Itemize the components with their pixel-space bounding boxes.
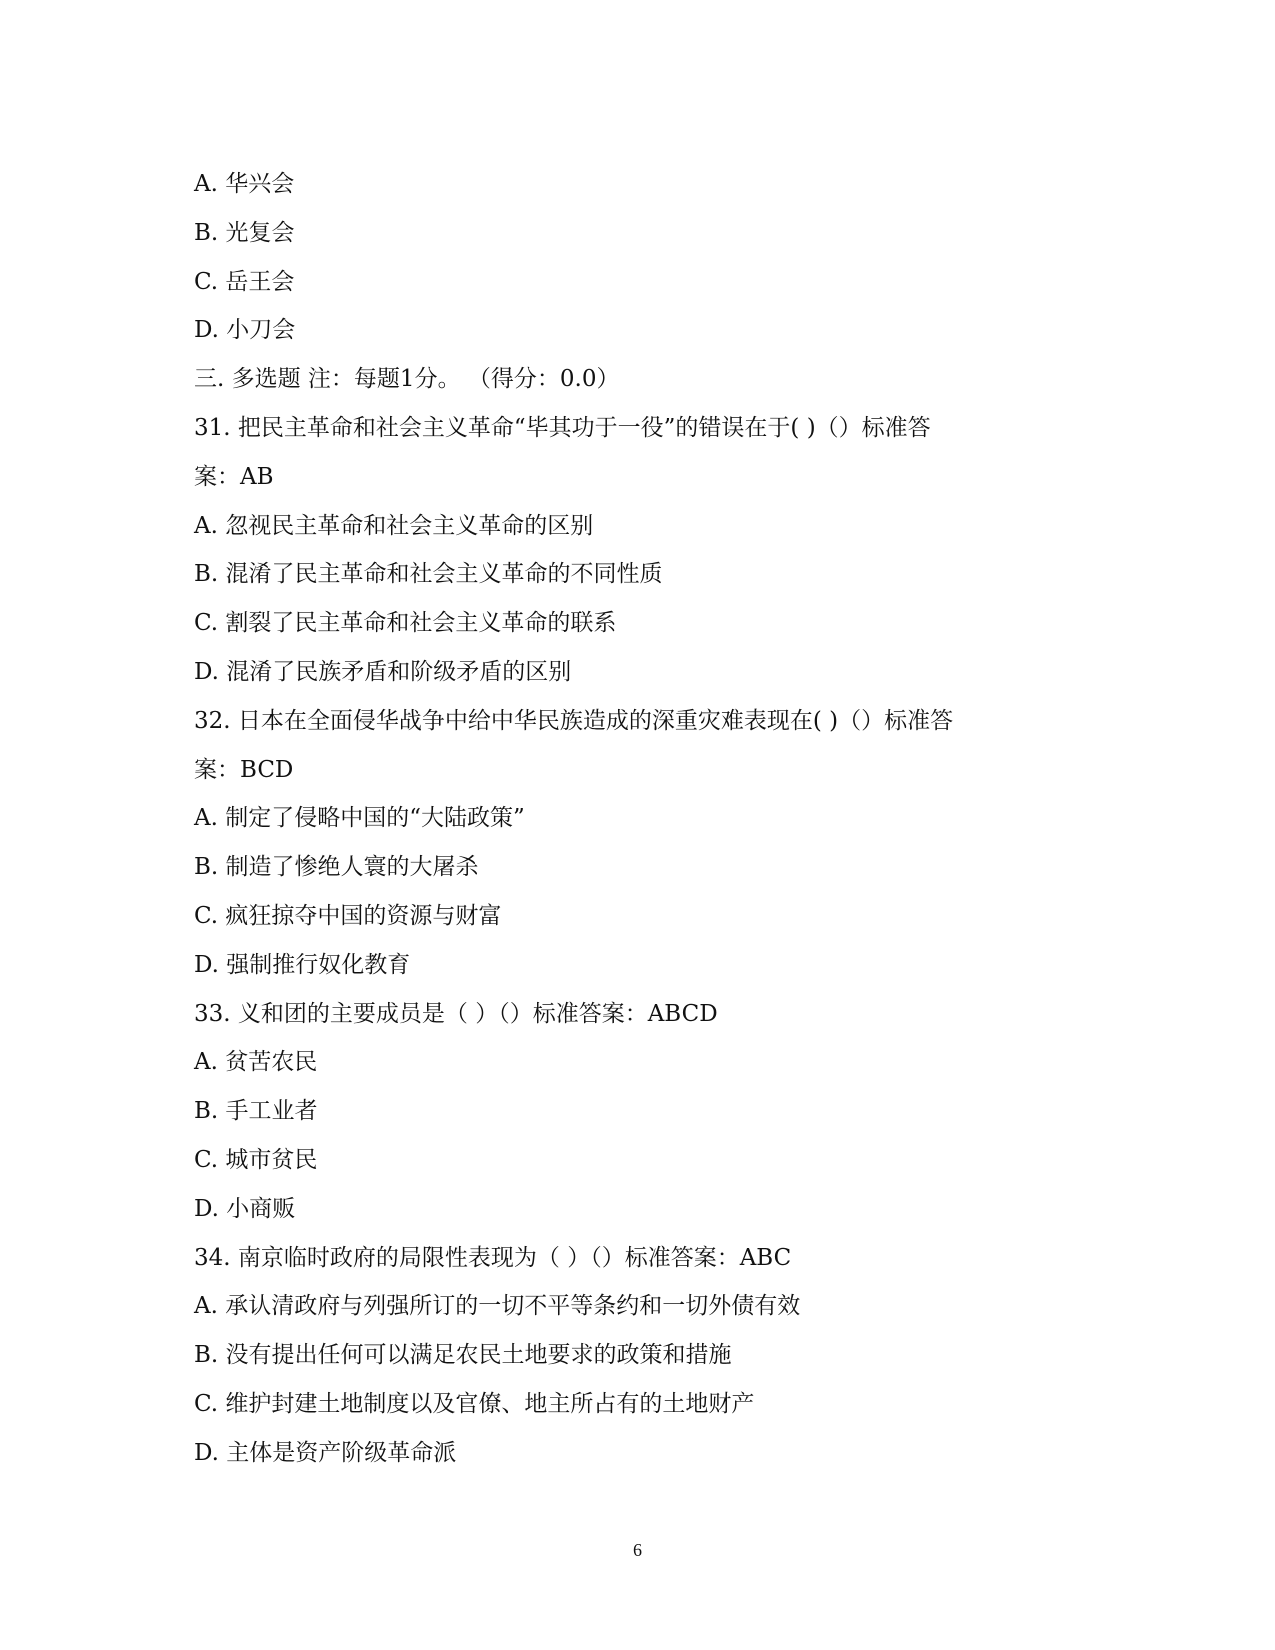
page-number: 6 <box>633 1540 642 1560</box>
q33-option-c: C. 城市贫民 <box>194 1146 318 1173</box>
q32-option-a: A. 制定了侵略中国的“大陆政策” <box>194 805 525 832</box>
q33-option-a: A. 贫苦农民 <box>194 1049 318 1076</box>
question-33: 33. 义和团的主要成员是（ ）（）标准答案：ABCD <box>194 1000 718 1027</box>
q31-option-b: B. 混淆了民主革命和社会主义革命的不同性质 <box>194 561 663 588</box>
document-body <box>194 160 1074 1478</box>
question-31: 31. 把民主革命和社会主义革命“毕其功于一役”的错误在于( )（）标准答 <box>194 414 931 441</box>
q34-option-c: C. 维护封建土地制度以及官僚、地主所占有的土地财产 <box>194 1390 755 1417</box>
question-32: 32. 日本在全面侵华战争中给中华民族造成的深重灾难表现在( )（）标准答 <box>194 707 954 734</box>
q32-option-b: B. 制造了惨绝人寰的大屠杀 <box>194 854 479 881</box>
q34-option-b: B. 没有提出任何可以满足农民土地要求的政策和措施 <box>194 1342 732 1369</box>
question-32-answer: 案：BCD <box>194 756 294 783</box>
question-31-answer: 案：AB <box>194 463 274 490</box>
option-d-xiaodaohui: D. 小刀会 <box>194 317 296 344</box>
section-heading-multiple-choice: 三. 多选题 注：每题1分。 （得分：0.0） <box>194 366 620 393</box>
question-34: 34. 南京临时政府的局限性表现为（ ）（）标准答案：ABC <box>194 1244 792 1271</box>
q34-option-d: D. 主体是资产阶级革命派 <box>194 1439 457 1466</box>
option-c-yuewanghui: C. 岳王会 <box>194 268 295 295</box>
q31-option-d: D. 混淆了民族矛盾和阶级矛盾的区别 <box>194 658 572 685</box>
q33-option-d: D. 小商贩 <box>194 1195 296 1222</box>
q34-option-a: A. 承认清政府与列强所订的一切不平等条约和一切外债有效 <box>194 1293 801 1320</box>
option-a-huaxinghui: A. 华兴会 <box>194 171 295 197</box>
q31-option-c: C. 割裂了民主革命和社会主义革命的联系 <box>194 610 617 637</box>
q33-option-b: B. 手工业者 <box>194 1098 318 1125</box>
option-b-guangfuhui: B. 光复会 <box>194 219 295 246</box>
q32-option-c: C. 疯狂掠夺中国的资源与财富 <box>194 902 502 929</box>
q31-option-a: A. 忽视民主革命和社会主义革命的区别 <box>194 512 594 539</box>
q32-option-d: D. 强制推行奴化教育 <box>194 951 411 978</box>
